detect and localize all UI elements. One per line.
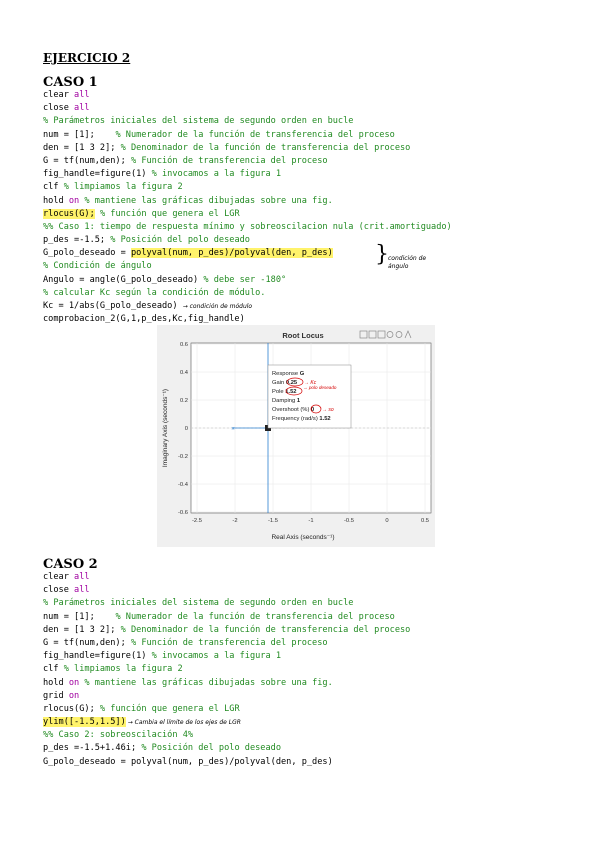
case1-code-token: % Numerador de la función de transferencia del proceso <box>115 129 395 140</box>
toolbar-home-icon[interactable] <box>405 331 411 338</box>
case2-code-token: all <box>74 585 90 596</box>
y-tick-label: -0.6 <box>178 510 188 516</box>
data-tip <box>268 365 351 428</box>
case2-code-token: % Función de transferencia del proceso <box>130 637 328 648</box>
angle-condition-note: condición de ángulo <box>388 255 427 270</box>
svg-text:Gain 0.25 <box>272 380 298 386</box>
case2-code-token: on <box>68 690 80 701</box>
root-locus-plot <box>157 325 435 547</box>
case1-code-token: % Función de transferencia del proceso <box>130 155 328 166</box>
case2-code-line <box>43 663 583 676</box>
case1-code-token: fig_handle=figure(1) <box>43 169 152 180</box>
case2-code-token: den = [1 3 2]; <box>43 624 121 635</box>
case2-code-token: % Posición del polo deseado <box>141 743 282 754</box>
case1-code-token: comprobacion_2(G,1,p_des,Kc,fig_handle) <box>43 314 245 325</box>
datatip-overshoot-label: Overshoot (%) <box>272 407 310 413</box>
case2-code-token: % Parámetros iniciales del sistema de segundo orden en bucle <box>43 598 354 609</box>
case2-code-token: %% Caso 2: sobreoscilación 4% <box>43 730 194 741</box>
overshoot-note: → so <box>322 407 334 413</box>
case2-code-token: % invocamos a la figura 1 <box>151 651 282 662</box>
case1-code-line <box>43 89 583 102</box>
case2-code-token: ylim([-1.5,1.5]) <box>43 717 126 728</box>
case2-code-block <box>43 571 583 769</box>
case2-code-token: % limpiamos la figura 2 <box>63 664 183 675</box>
case1-code-line <box>43 260 583 273</box>
case1-code-token: num = [1]; <box>43 129 116 140</box>
case2-code-token: clear <box>43 572 75 582</box>
x-tick-label: 0 <box>385 518 389 524</box>
case2-code-token: grid <box>43 690 69 701</box>
y-tick-label: 0 <box>184 426 188 432</box>
case2-code-line <box>43 571 583 584</box>
case1-code-token: % debe ser -180° <box>203 274 287 285</box>
case1-heading: CASO 1 <box>43 75 98 90</box>
case2-code-token: % Numerador de la función de transferencia del proceso <box>115 611 395 622</box>
case1-code-line <box>43 221 583 234</box>
case2-code-line <box>43 677 583 690</box>
case1-code-token: on <box>68 195 80 206</box>
case2-code-token: % Denominador de la función de transferencia del proceso <box>120 624 411 635</box>
y-tick-label: 0.2 <box>179 398 188 404</box>
plot-title: Root Locus <box>282 331 324 340</box>
toolbar-zoom-out-icon[interactable] <box>396 332 402 338</box>
case2-code-token: num = [1]; <box>43 611 116 622</box>
toolbar-brush-icon[interactable] <box>360 331 367 338</box>
case1-code-token: % Condición de ángulo <box>43 261 152 272</box>
case1-code-token: % función que genera el LGR <box>99 208 240 219</box>
datatip-pole-value: 1.52 <box>285 389 297 395</box>
datatip-damping-value: 1 <box>296 398 301 404</box>
gain-note: → Kc <box>304 380 317 386</box>
case2-code-token: clf <box>43 664 64 675</box>
case1-code-token: G_polo_deseado = <box>43 248 131 259</box>
case1-code-line <box>43 287 583 300</box>
case1-code-token: % Denominador de la función de transferencia del proceso <box>120 142 411 153</box>
svg-text:Overshoot (%) 0 <box>272 407 314 413</box>
case2-code-token: G = tf(num,den); <box>43 637 131 648</box>
case1-code-line <box>43 142 583 155</box>
document-title: EJERCICIO 2 <box>43 51 131 65</box>
case2-code-token: → Cambia el límite de los ejes de LGR <box>125 719 241 727</box>
case2-code-token: all <box>74 572 90 582</box>
datatip-frequency-label: Frequency (rad/s) <box>272 416 318 422</box>
x-tick-label: -2 <box>232 518 238 524</box>
case1-code-token: clf <box>43 182 64 193</box>
x-tick-label: -0.5 <box>344 518 354 524</box>
case1-code-line <box>43 300 583 313</box>
svg-text:Frequency (rad/s) 1.52 <box>272 416 331 422</box>
datatip-overshoot-value: 0 <box>311 407 315 413</box>
case2-code-token: % mantiene las gráficas dibujadas sobre una fig. <box>84 677 333 688</box>
case1-code-line <box>43 115 583 128</box>
x-tick-label: 0.5 <box>420 518 430 524</box>
y-axis-label: Imaginary Axis (seconds⁻¹) <box>162 388 169 468</box>
case1-code-token: all <box>74 90 90 100</box>
case2-code-token: p_des =-1.5+1.46i; <box>43 743 142 754</box>
case1-code-line <box>43 155 583 168</box>
case1-code-token: % Posición del polo deseado <box>110 235 250 246</box>
case1-code-token: clear <box>43 90 75 100</box>
case2-code-line <box>43 611 583 624</box>
case1-code-token: % invocamos a la figura 1 <box>151 169 282 180</box>
datatip-response-label: Response <box>272 371 299 377</box>
case1-code-token: polyval(num, p_des)/polyval(den, p_des) <box>130 248 333 259</box>
toolbar-zoom-in-icon[interactable] <box>387 332 393 338</box>
x-tick-label: -1 <box>308 518 314 524</box>
case1-code-line <box>43 102 583 115</box>
case1-code-token: % mantiene las gráficas dibujadas sobre una fig. <box>84 195 333 206</box>
case2-code-line <box>43 756 583 769</box>
case2-code-line <box>43 690 583 703</box>
case1-code-token: p_des =-1.5; <box>43 235 111 246</box>
plot-toolbar[interactable] <box>360 331 411 338</box>
case2-code-token: hold <box>43 677 69 688</box>
case1-code-token: rlocus(G); <box>43 208 95 219</box>
case1-code-token: %% Caso 1: tiempo de respuesta mínimo y sobreoscilacion nula (crit.amortiguado) <box>43 221 452 232</box>
case1-code-line <box>43 181 583 194</box>
case1-code-line <box>43 247 583 260</box>
case2-code-line <box>43 703 583 716</box>
y-tick-label: 0.6 <box>179 342 188 348</box>
datatip-damping-label: Damping <box>272 398 296 404</box>
case1-code-token: hold <box>43 195 69 206</box>
pole-note: → polo deseado <box>303 385 337 390</box>
toolbar-pan-icon[interactable] <box>378 331 385 338</box>
case1-code-token: % limpiamos la figura 2 <box>63 182 183 193</box>
case1-code-line <box>43 234 583 247</box>
case2-code-token: close <box>43 585 75 596</box>
case2-code-token: on <box>68 677 80 688</box>
case2-code-line <box>43 716 583 729</box>
case1-code-block <box>43 89 583 326</box>
datatip-gain-value: 0.25 <box>285 380 298 386</box>
datatip-frequency-value: 1.52 <box>319 416 331 422</box>
case2-code-token: % función que genera el LGR <box>99 703 240 714</box>
datatip-pole-label: Pole <box>272 389 284 395</box>
case1-code-line <box>43 129 583 142</box>
angle-condition-brace: } <box>375 242 389 267</box>
case1-code-token: Angulo = angle(G_polo_deseado) <box>43 274 204 285</box>
svg-text:Pole 1.52 <box>272 389 297 395</box>
case1-code-token: G = tf(num,den); <box>43 155 131 166</box>
case1-code-token: close <box>43 103 75 114</box>
case2-code-line <box>43 597 583 610</box>
case2-code-line <box>43 742 583 755</box>
datatip-gain-label: Gain <box>272 380 285 386</box>
y-tick-label: -0.2 <box>178 454 188 460</box>
x-axis-label: Real Axis (seconds⁻¹) <box>271 534 335 541</box>
case1-code-token: % calcular Kc según la condición de módulo. <box>43 287 266 298</box>
case2-code-line <box>43 729 583 742</box>
case2-heading: CASO 2 <box>43 557 98 572</box>
case2-code-token: rlocus(G); <box>43 703 100 714</box>
case2-code-line <box>43 624 583 637</box>
toolbar-datatip-icon[interactable] <box>369 331 376 338</box>
datatip-response-value: G <box>299 371 305 377</box>
root-locus-figure <box>157 325 435 547</box>
case1-code-token: % Parámetros iniciales del sistema de segundo orden en bucle <box>43 116 354 127</box>
case2-code-line <box>43 650 583 663</box>
svg-text:Response G <box>272 371 305 377</box>
case1-code-line <box>43 195 583 208</box>
y-tick-label: 0.4 <box>179 370 188 376</box>
case2-code-token: G_polo_deseado = polyval(num, p_des)/polyval(den, p_des) <box>43 756 333 767</box>
case1-code-token: → condición de módulo <box>182 303 253 310</box>
svg-text:Damping 1 <box>272 398 301 404</box>
case1-code-line <box>43 208 583 221</box>
open-loop-pole-1: × <box>231 426 235 433</box>
case1-code-line <box>43 168 583 181</box>
x-tick-label: -1.5 <box>268 518 278 524</box>
y-tick-label: -0.4 <box>178 482 188 488</box>
case1-code-token: den = [1 3 2]; <box>43 142 121 153</box>
case1-code-line <box>43 274 583 287</box>
case2-code-token: fig_handle=figure(1) <box>43 651 152 662</box>
case1-code-token: Kc = 1/abs(G_polo_deseado) <box>43 301 183 311</box>
case2-code-line <box>43 637 583 650</box>
case1-code-token: all <box>74 103 90 114</box>
x-tick-label: -2.5 <box>192 518 202 524</box>
case2-code-line <box>43 584 583 597</box>
